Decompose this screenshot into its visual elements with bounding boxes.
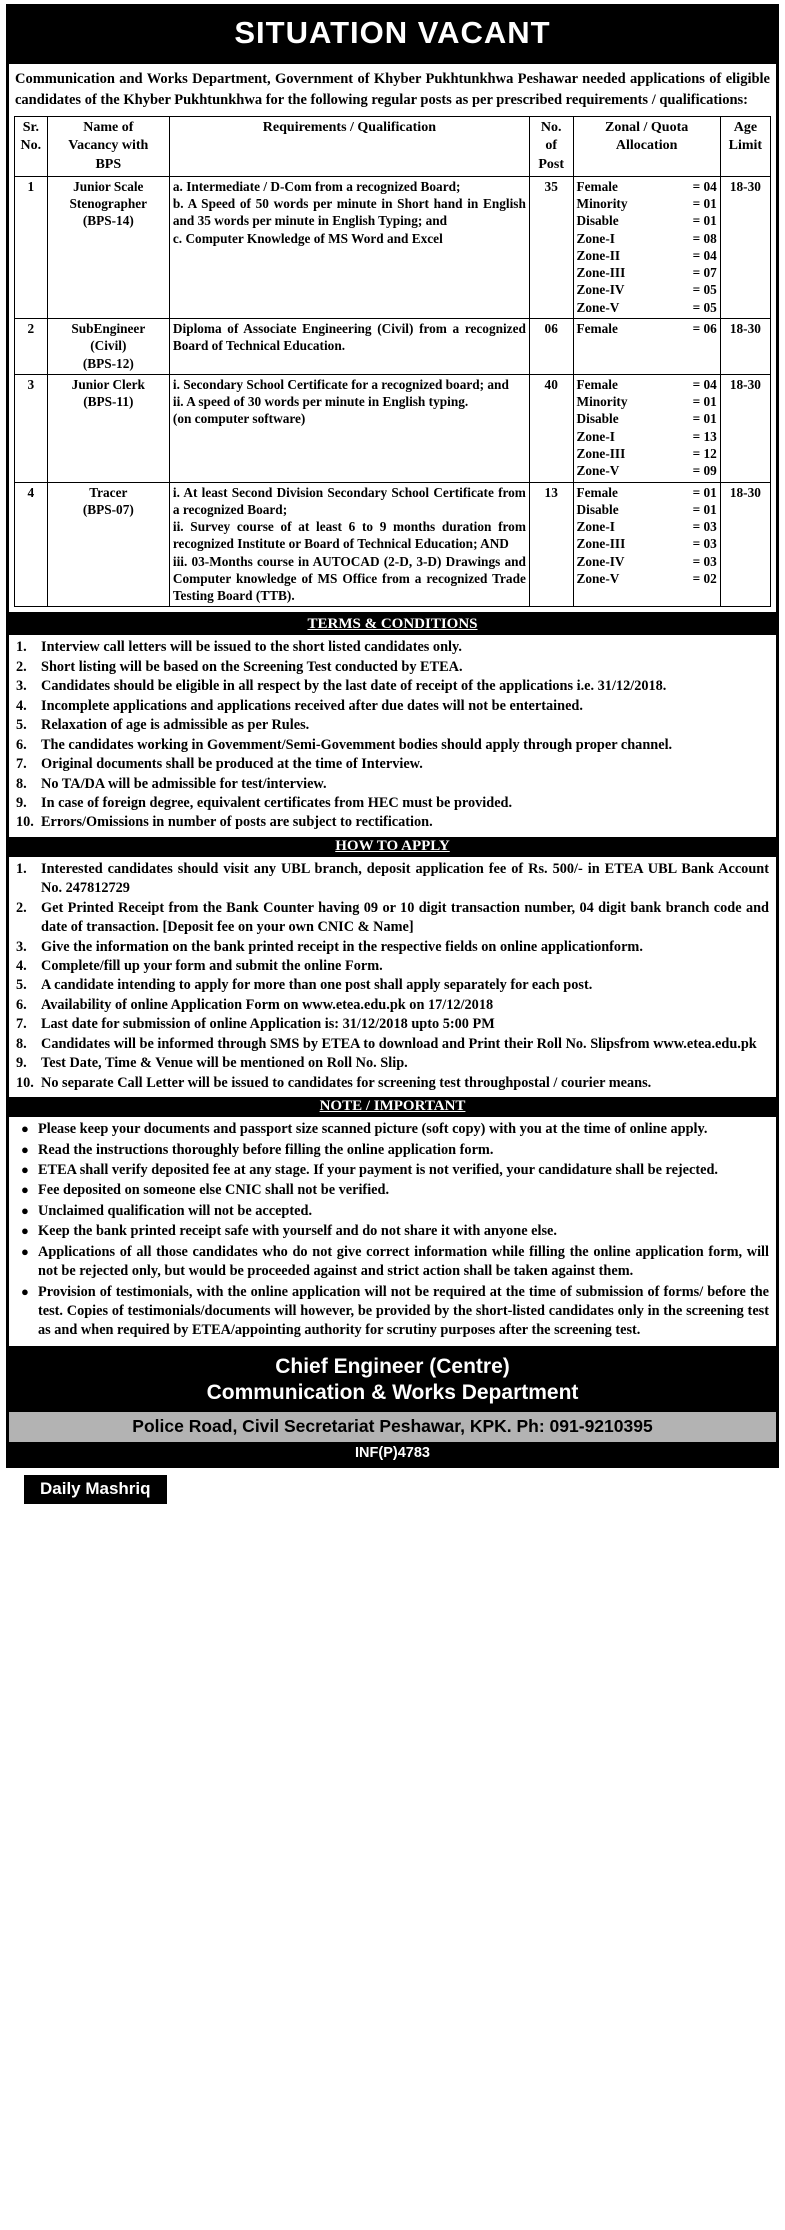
table-row bbox=[15, 318, 771, 374]
cell-sr-no: 1 bbox=[15, 176, 48, 318]
list-item-text: A candidate intending to apply for more than one post shall apply separately for each post. bbox=[41, 977, 593, 994]
quota-label: Minority bbox=[576, 196, 628, 211]
how-to-apply-list-item bbox=[16, 1054, 769, 1073]
quota-entry bbox=[577, 281, 717, 298]
quota-value: = 03 bbox=[692, 536, 717, 552]
list-item-number: 6. bbox=[16, 736, 27, 753]
list-item-text: Short listing will be based on the Screening Test conducted by ETEA. bbox=[41, 658, 463, 675]
quota-label: Zone-IV bbox=[576, 282, 625, 298]
cell-no-of-post: 35 bbox=[529, 176, 573, 318]
list-item-number: 3. bbox=[16, 678, 27, 695]
cell-no-of-post: 13 bbox=[529, 482, 573, 607]
quota-label: Female bbox=[576, 484, 618, 500]
requirement-item: ii. Survey course of at least 6 to 9 months duration from recognized Institute or Board of Technical Education; AND bbox=[172, 519, 526, 552]
vacancy-name-line: Junior Scale bbox=[73, 178, 144, 194]
vacancy-name-line: (BPS-12) bbox=[82, 355, 134, 371]
column-header-age-limit: Age Limit bbox=[720, 117, 770, 177]
intro-paragraph: Communication and Works Department, Government of Khyber Pukhtunkhwa Peshawar needed applications of eligible candidates of the Khyber Pukhtunkhwa for the following regular posts as per prescribed requirements / qualifications: bbox=[6, 64, 779, 116]
cell-requirements bbox=[169, 374, 529, 482]
quota-value: = 07 bbox=[692, 265, 717, 281]
quota-entry bbox=[577, 299, 717, 316]
quota-label: Disable bbox=[576, 213, 619, 229]
list-item-number: 2. bbox=[16, 899, 27, 916]
quota-label: Zone-IV bbox=[576, 553, 625, 569]
how-to-apply-section-heading: HOW TO APPLY bbox=[6, 837, 779, 857]
cell-vacancy-name bbox=[47, 176, 169, 318]
requirement-item: a. Intermediate / D-Com from a recognized Board; bbox=[172, 178, 461, 194]
note-list-item bbox=[16, 1141, 769, 1160]
list-item-text: Interview call letters will be issued to the short listed candidates only. bbox=[41, 639, 462, 656]
cell-age-limit: 18-30 bbox=[720, 374, 770, 482]
cell-zonal-quota bbox=[573, 482, 720, 607]
note-section-heading: NOTE / IMPORTANT bbox=[6, 1097, 779, 1117]
list-item-text: Interested candidates should visit any UBL branch, deposit application fee of Rs. 500/- in ETEA UBL Bank Account No. 247812729 bbox=[41, 860, 769, 897]
note-item-text: Read the instructions thoroughly before filling the online application form. bbox=[38, 1141, 494, 1158]
list-item-text: Candidates will be informed through SMS by ETEA to download and Print their Roll No. Slipsfrom www.etea.edu.pk bbox=[41, 1035, 757, 1052]
list-item-text: Availability of online Application Form on www.etea.edu.pk on 17/12/2018 bbox=[41, 996, 494, 1013]
quota-value: = 12 bbox=[692, 445, 717, 461]
how-to-apply-list-item bbox=[16, 1035, 769, 1054]
quota-entry bbox=[577, 247, 717, 264]
vacancy-table-body bbox=[15, 176, 771, 607]
list-item-text: No TA/DA will be admissible for test/interview. bbox=[41, 775, 327, 792]
list-item-number: 1. bbox=[16, 639, 27, 656]
requirement-item: Diploma of Associate Engineering (Civil) from a recognized Board of Technical Education. bbox=[172, 320, 526, 354]
list-item-number: 5. bbox=[16, 977, 27, 994]
vacancy-name-line: (BPS-14) bbox=[82, 213, 134, 229]
column-header-requirements: Requirements / Qualification bbox=[169, 117, 529, 177]
quota-value: = 03 bbox=[692, 553, 717, 569]
quota-entry bbox=[577, 195, 717, 212]
quota-entry bbox=[577, 462, 717, 479]
list-item-number: 8. bbox=[16, 1035, 27, 1052]
quota-entry bbox=[577, 553, 717, 570]
quota-value: = 01 bbox=[692, 196, 717, 211]
quota-value: = 04 bbox=[692, 376, 717, 392]
quota-label: Zone-I bbox=[576, 428, 615, 444]
cell-requirements bbox=[169, 482, 529, 607]
table-row bbox=[15, 176, 771, 318]
bullet-icon: ● bbox=[21, 1202, 29, 1218]
note-item-text: Fee deposited on someone else CNIC shall not be verified. bbox=[38, 1182, 390, 1199]
cell-zonal-quota bbox=[573, 318, 720, 374]
requirement-item: iii. 03-Months course in AUTOCAD (2-D, 3-D) Drawings and Computer knowledge of MS Office from a recognized Trade Testing Board (TTB). bbox=[172, 553, 526, 604]
quota-label: Female bbox=[576, 320, 618, 336]
list-item-text: Give the information on the bank printed receipt in the respective fields on online applicationform. bbox=[41, 938, 643, 955]
note-list bbox=[9, 1117, 776, 1346]
terms-list-item bbox=[16, 775, 769, 794]
quota-value: = 08 bbox=[692, 230, 717, 246]
quota-label: Zone-V bbox=[576, 463, 620, 479]
note-list-item bbox=[16, 1181, 769, 1200]
quota-entry bbox=[577, 230, 717, 247]
quota-entry bbox=[577, 320, 717, 337]
how-to-apply-list-item bbox=[16, 938, 769, 957]
list-item-number: 10. bbox=[16, 814, 34, 831]
vacancy-name-line: Junior Clerk bbox=[71, 376, 145, 392]
bullet-icon: ● bbox=[21, 1161, 29, 1177]
column-header-sr-no: Sr. No. bbox=[15, 117, 48, 177]
column-header-vacancy-name: Name of Vacancy with BPS bbox=[47, 117, 169, 177]
terms-list-item bbox=[16, 736, 769, 755]
quota-label: Minority bbox=[576, 394, 628, 410]
cell-age-limit: 18-30 bbox=[720, 482, 770, 607]
note-item-text: Applications of all those candidates who do not give correct information while filling the online application form, will not be rejected only, but would be proceeded against and strict action shall be taken against them. bbox=[38, 1243, 769, 1280]
list-item-number: 9. bbox=[16, 1055, 27, 1072]
quota-entry bbox=[577, 501, 717, 518]
quota-value: = 03 bbox=[692, 519, 717, 535]
quota-value: = 04 bbox=[692, 178, 717, 194]
list-item-number: 5. bbox=[16, 717, 27, 734]
quota-value: = 02 bbox=[692, 570, 717, 586]
list-item-number: 10. bbox=[16, 1074, 34, 1091]
quota-entry bbox=[577, 518, 717, 535]
quota-entry bbox=[577, 264, 717, 281]
quota-label: Zone-V bbox=[576, 299, 620, 315]
quota-label: Zone-III bbox=[576, 265, 626, 281]
quota-value: = 09 bbox=[692, 463, 717, 479]
note-item-text: Provision of testimonials, with the online application will not be required at the time of submission of forms/ before the test. Copies of testimonials/documents will however, be provided by the short-listed candidates only in the screening test as and when required by ETEA/appointing authority for scrutiny purposes after the screening test. bbox=[38, 1283, 769, 1339]
list-item-text: Candidates should be eligible in all respect by the last date of receipt of the applications i.e. 31/12/2018. bbox=[41, 678, 667, 695]
list-item-text: Complete/fill up your form and submit the online Form. bbox=[41, 958, 383, 975]
quota-value: = 05 bbox=[692, 282, 717, 298]
footer-department-name: Communication & Works Department bbox=[206, 1380, 579, 1404]
list-item-text: Get Printed Receipt from the Bank Counter having 09 or 10 digit transaction number, 04 digit bank branch code and date of transaction. [Deposit fee on your own CNIC & Name] bbox=[41, 899, 769, 936]
list-item-text: The candidates working in Govemment/Semi-Govemment bodies should apply through proper channel. bbox=[41, 736, 673, 753]
list-item-number: 3. bbox=[16, 938, 27, 955]
note-list-item bbox=[16, 1243, 769, 1282]
list-item-text: Last date for submission of online Application is: 31/12/2018 upto 5:00 PM bbox=[41, 1016, 495, 1033]
cell-sr-no: 3 bbox=[15, 374, 48, 482]
quota-label: Zone-V bbox=[576, 570, 620, 586]
terms-list-item bbox=[16, 716, 769, 735]
note-list-item bbox=[16, 1283, 769, 1341]
quota-label: Female bbox=[576, 376, 618, 392]
quota-entry bbox=[577, 212, 717, 229]
quota-entry bbox=[577, 535, 717, 552]
cell-vacancy-name bbox=[47, 482, 169, 607]
newspaper-tag: Daily Mashriq bbox=[24, 1475, 167, 1504]
vacancy-table bbox=[14, 116, 771, 607]
terms-section-heading: TERMS & CONDITIONS bbox=[6, 615, 779, 635]
quota-label: Zone-I bbox=[576, 519, 615, 535]
quota-entry bbox=[577, 445, 717, 462]
list-item-number: 4. bbox=[16, 958, 27, 975]
terms-list-item bbox=[16, 697, 769, 716]
note-item-text: Unclaimed qualification will not be accepted. bbox=[38, 1202, 313, 1219]
vacancy-table-wrapper bbox=[6, 116, 779, 615]
vacancy-name-line: (BPS-07) bbox=[82, 501, 134, 517]
quota-value: = 06 bbox=[692, 320, 717, 336]
note-list-item bbox=[16, 1120, 769, 1139]
terms-section-body bbox=[6, 635, 779, 836]
how-to-apply-list-item bbox=[16, 1015, 769, 1034]
terms-list-item bbox=[16, 638, 769, 657]
list-item-text: Errors/Omissions in number of posts are subject to rectification. bbox=[41, 814, 433, 831]
quota-value: = 13 bbox=[692, 428, 717, 444]
footer-address: Police Road, Civil Secretariat Peshawar, KPK. Ph: 091-9210395 bbox=[6, 1412, 779, 1442]
quota-label: Disable bbox=[576, 501, 619, 517]
list-item-number: 9. bbox=[16, 794, 27, 811]
how-to-apply-list bbox=[9, 857, 776, 1097]
how-to-apply-list-item bbox=[16, 957, 769, 976]
requirement-item: i. At least Second Division Secondary School Certificate from a recognized Board; bbox=[172, 484, 526, 517]
terms-list-item bbox=[16, 658, 769, 677]
quota-entry bbox=[577, 428, 717, 445]
column-header-no-of-post: No. of Post bbox=[529, 117, 573, 177]
page-title: SITUATION VACANT bbox=[6, 4, 779, 64]
list-item-text: Original documents shall be produced at the time of Interview. bbox=[41, 756, 423, 773]
cell-vacancy-name bbox=[47, 318, 169, 374]
quota-value: = 01 bbox=[692, 484, 717, 500]
note-item-text: Keep the bank printed receipt safe with yourself and do not share it with anyone else. bbox=[38, 1223, 557, 1240]
vacancy-name-line: Stenographer bbox=[69, 196, 148, 211]
how-to-apply-list-item bbox=[16, 899, 769, 938]
bullet-icon: ● bbox=[21, 1243, 29, 1259]
cell-requirements bbox=[169, 318, 529, 374]
cell-zonal-quota bbox=[573, 176, 720, 318]
requirement-item: (on computer software) bbox=[172, 411, 306, 427]
table-row bbox=[15, 482, 771, 607]
cell-zonal-quota bbox=[573, 374, 720, 482]
quota-entry bbox=[577, 570, 717, 587]
how-to-apply-list-item bbox=[16, 996, 769, 1015]
terms-list bbox=[9, 635, 776, 836]
quota-value: = 01 bbox=[692, 394, 717, 410]
list-item-number: 1. bbox=[16, 860, 27, 877]
vacancy-name-line: (BPS-11) bbox=[83, 394, 134, 410]
list-item-number: 2. bbox=[16, 658, 27, 675]
quota-label: Disable bbox=[576, 411, 619, 427]
cell-age-limit: 18-30 bbox=[720, 318, 770, 374]
quota-label: Female bbox=[576, 178, 618, 194]
list-item-text: Relaxation of age is admissible as per Rules. bbox=[41, 717, 310, 734]
quota-label: Zone-III bbox=[576, 536, 626, 552]
vacancy-name-line: Tracer bbox=[89, 484, 128, 500]
note-item-text: Please keep your documents and passport size scanned picture (soft copy) with you at the time of online apply. bbox=[38, 1121, 708, 1138]
quota-entry bbox=[577, 376, 717, 393]
note-item-text: ETEA shall verify deposited fee at any stage. If your payment is not verified, your candidature shall be rejected. bbox=[38, 1161, 719, 1178]
list-item-number: 4. bbox=[16, 697, 27, 714]
quota-value: = 04 bbox=[692, 247, 717, 263]
how-to-apply-section-body bbox=[6, 857, 779, 1097]
quota-entry bbox=[577, 410, 717, 427]
terms-list-item bbox=[16, 677, 769, 696]
how-to-apply-list-item bbox=[16, 1074, 769, 1093]
list-item-number: 6. bbox=[16, 996, 27, 1013]
table-row bbox=[15, 374, 771, 482]
bullet-icon: ● bbox=[21, 1141, 29, 1157]
quota-label: Zone-III bbox=[576, 445, 626, 461]
list-item-text: In case of foreign degree, equivalent certificates from HEC must be provided. bbox=[41, 794, 513, 811]
requirement-item: c. Computer Knowledge of MS Word and Excel bbox=[172, 230, 443, 246]
bullet-icon: ● bbox=[21, 1223, 29, 1239]
quota-entry bbox=[577, 484, 717, 501]
quota-value: = 01 bbox=[692, 411, 717, 427]
quota-entry bbox=[577, 393, 717, 410]
column-header-zonal-quota: Zonal / Quota Allocation bbox=[573, 117, 720, 177]
list-item-text: Incomplete applications and applications received after due dates will not be entertained. bbox=[41, 697, 583, 714]
note-list-item bbox=[16, 1222, 769, 1241]
table-header-row bbox=[15, 117, 771, 177]
footer-authority bbox=[6, 1349, 779, 1412]
terms-list-item bbox=[16, 755, 769, 774]
vacancy-name-line: (Civil) bbox=[90, 338, 127, 354]
bullet-icon: ● bbox=[21, 1283, 29, 1299]
list-item-text: Test Date, Time & Venue will be mentioned on Roll No. Slip. bbox=[41, 1055, 408, 1072]
list-item-number: 7. bbox=[16, 756, 27, 773]
note-section-body bbox=[6, 1117, 779, 1349]
requirement-item: i. Secondary School Certificate for a recognized board; and bbox=[172, 376, 509, 392]
quota-entry bbox=[577, 178, 717, 195]
quota-value: = 01 bbox=[692, 501, 717, 517]
how-to-apply-list-item bbox=[16, 860, 769, 899]
list-item-text: No separate Call Letter will be issued to candidates for screening test throughpostal / courier means. bbox=[41, 1074, 652, 1091]
cell-age-limit: 18-30 bbox=[720, 176, 770, 318]
footer-authority-title: Chief Engineer (Centre) bbox=[275, 1354, 510, 1378]
list-item-number: 7. bbox=[16, 1016, 27, 1033]
note-list-item bbox=[16, 1161, 769, 1180]
footer-inf-number: INF(P)4783 bbox=[6, 1442, 779, 1468]
vacancy-name-line: SubEngineer bbox=[71, 320, 146, 336]
requirement-item: ii. A speed of 30 words per minute in English typing. bbox=[172, 394, 469, 410]
terms-list-item bbox=[16, 794, 769, 813]
quota-value: = 01 bbox=[692, 213, 717, 229]
list-item-number: 8. bbox=[16, 775, 27, 792]
note-list-item bbox=[16, 1202, 769, 1221]
how-to-apply-list-item bbox=[16, 976, 769, 995]
cell-vacancy-name bbox=[47, 374, 169, 482]
cell-sr-no: 2 bbox=[15, 318, 48, 374]
quota-label: Zone-II bbox=[576, 247, 621, 263]
requirement-item: b. A Speed of 50 words per minute in Short hand in English and 35 words per minute in English Typing; and bbox=[172, 196, 526, 229]
bullet-icon: ● bbox=[21, 1121, 29, 1137]
quota-label: Zone-I bbox=[576, 230, 615, 246]
cell-no-of-post: 40 bbox=[529, 374, 573, 482]
terms-list-item bbox=[16, 813, 769, 832]
quota-value: = 05 bbox=[692, 299, 717, 315]
bullet-icon: ● bbox=[21, 1182, 29, 1198]
cell-no-of-post: 06 bbox=[529, 318, 573, 374]
cell-sr-no: 4 bbox=[15, 482, 48, 607]
cell-requirements bbox=[169, 176, 529, 318]
